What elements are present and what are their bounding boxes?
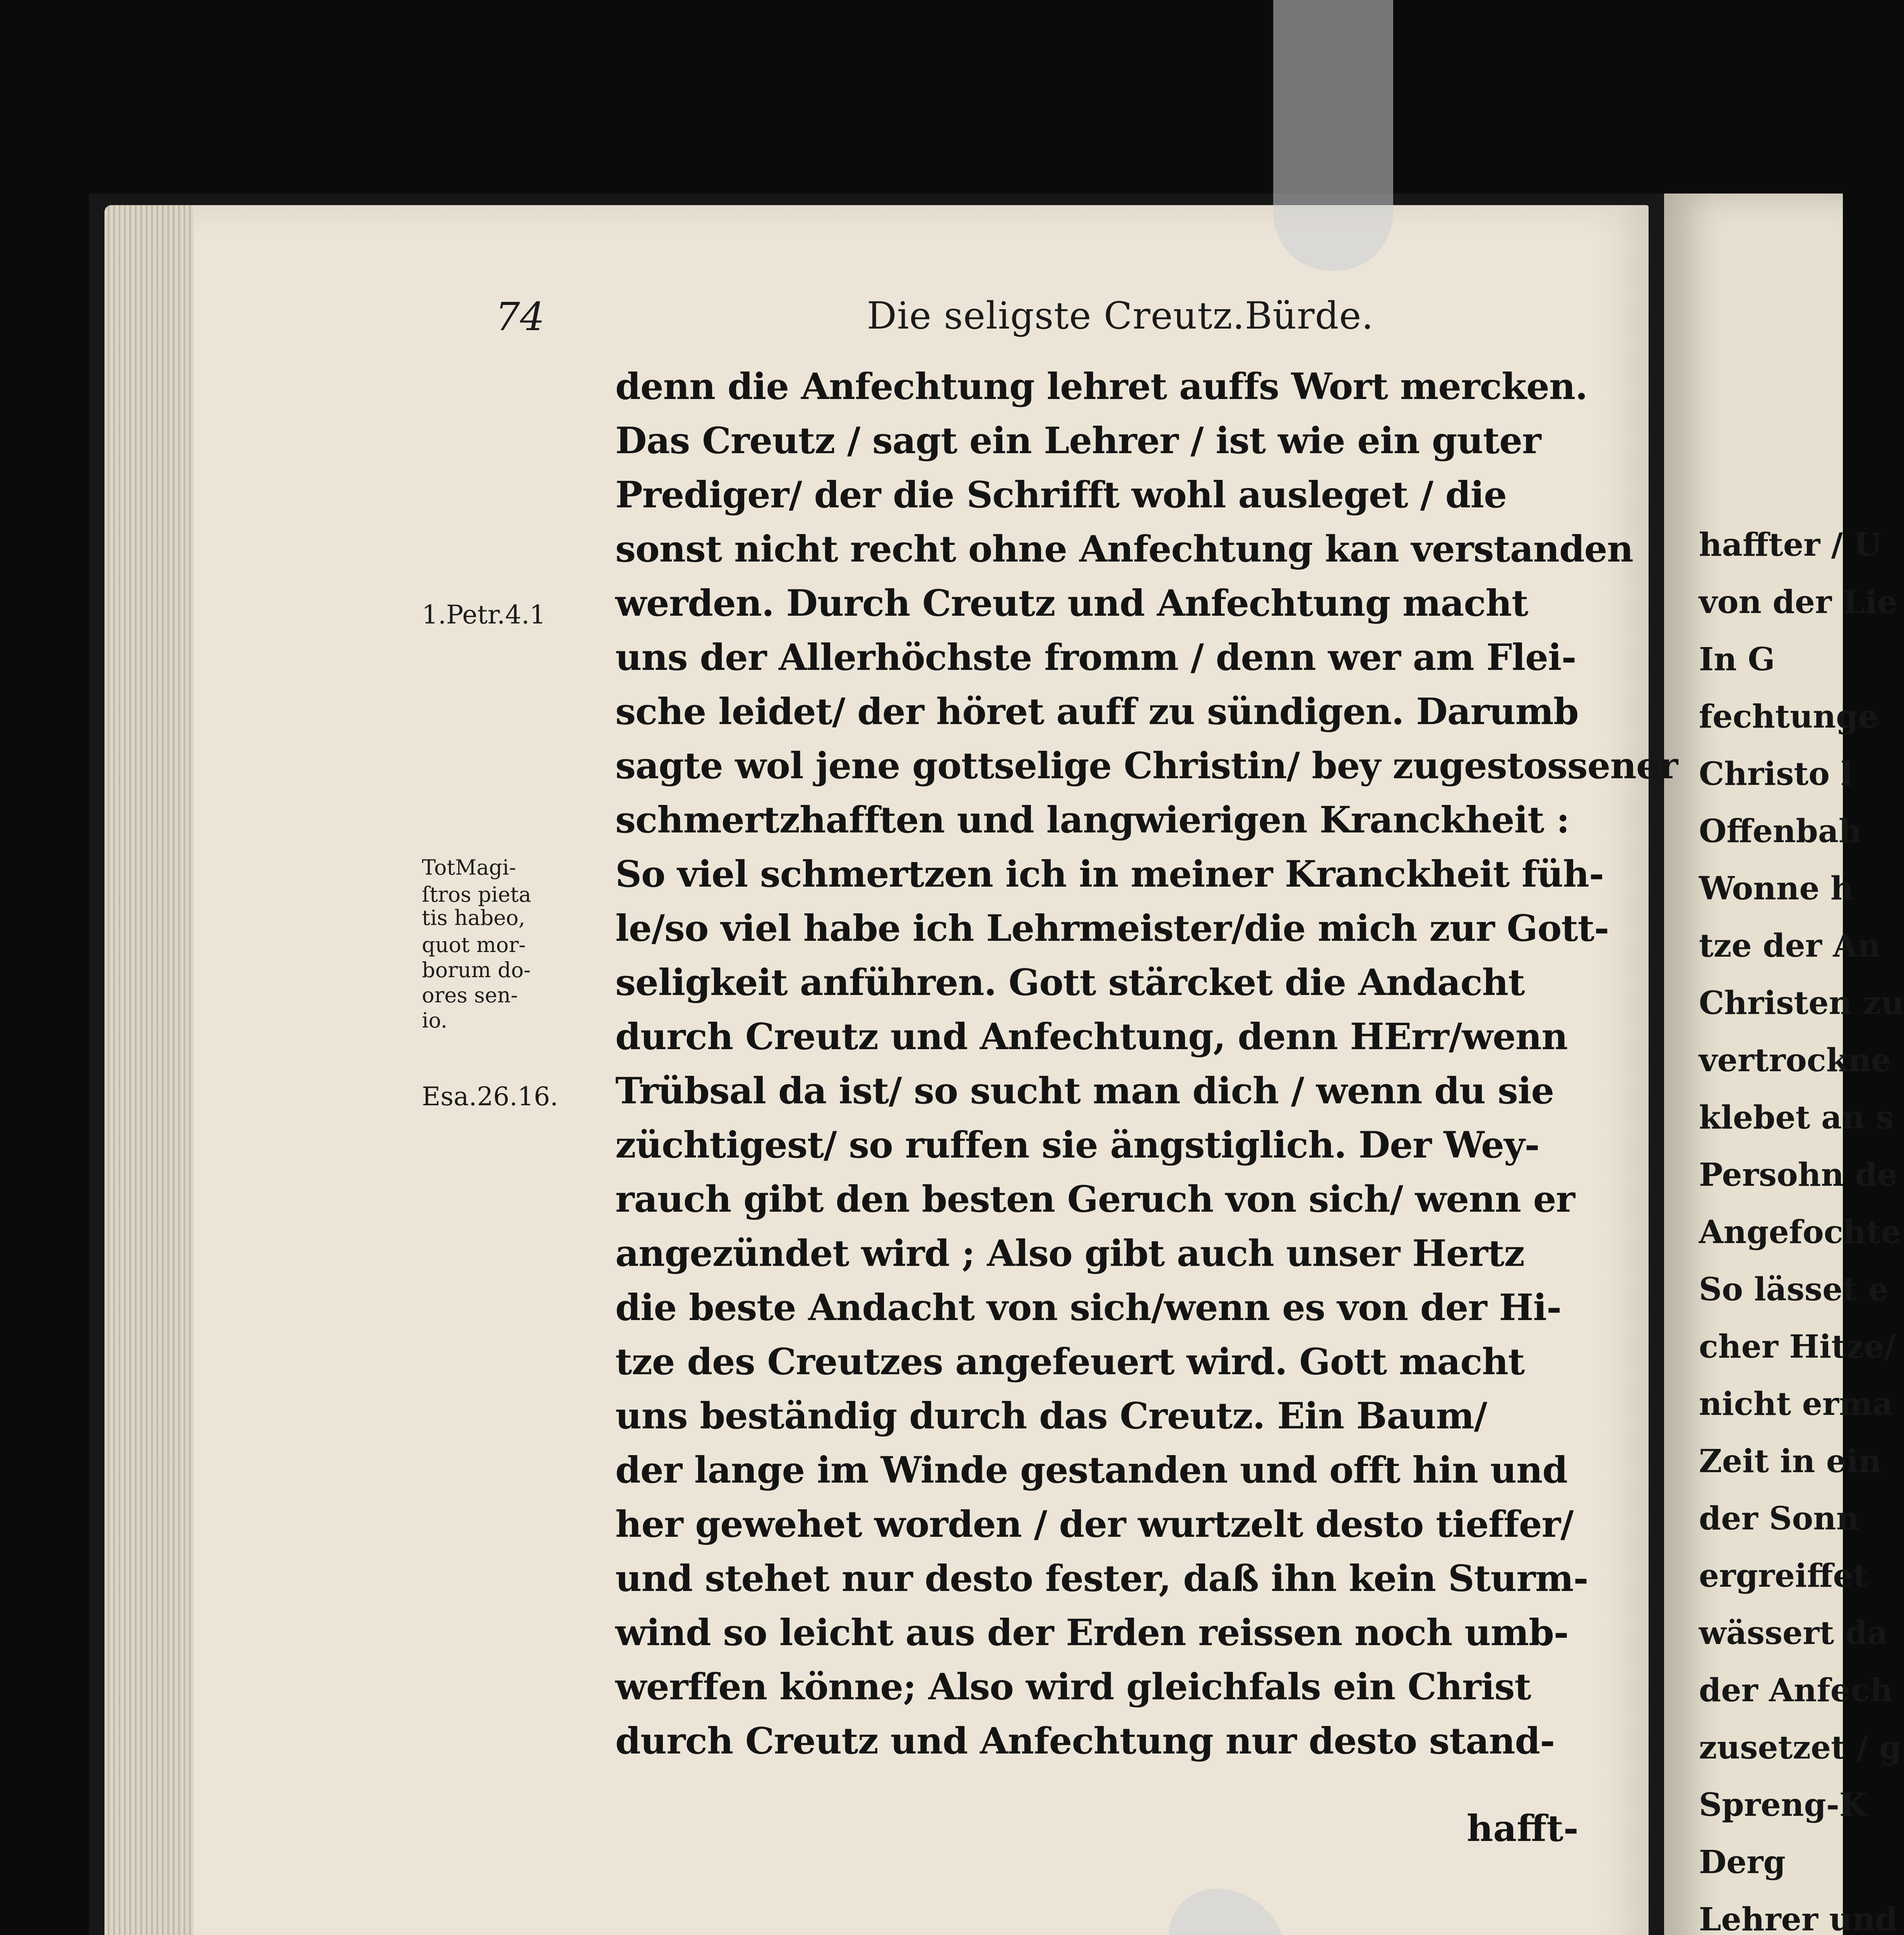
text-line: rauch gibt den besten Geruch von sich/ wenn er (615, 1178, 1575, 1221)
right-page-line: vertrockne (1699, 1042, 1892, 1079)
right-page-line: Spreng-K (1699, 1786, 1867, 1824)
right-page-line: nicht erma (1699, 1385, 1894, 1423)
margin-quote-line: quot mor- (422, 933, 526, 957)
right-page-line: haffter / U (1699, 526, 1882, 563)
running-title: Die seligste Creutz.Bürde. (867, 294, 1374, 337)
text-line: wind so leicht aus der Erden reissen noch umb- (615, 1611, 1568, 1654)
right-page-line: Persohn de (1699, 1156, 1897, 1194)
right-page-line: So lässet e (1699, 1271, 1889, 1308)
text-line: seligkeit anführen. Gott stärcket die Andacht (615, 961, 1525, 1004)
scripture-reference: Esa.26.16. (422, 1082, 558, 1111)
right-page-line: Zeit in ein (1699, 1443, 1882, 1480)
text-line: sche leidet/ der höret auff zu sündigen. Darumb (615, 690, 1579, 733)
margin-quote-line: ſtros pieta (422, 882, 531, 907)
right-page-line: wässert da (1699, 1615, 1888, 1652)
right-page-line: fechtunge (1699, 698, 1878, 735)
page-number: 74 (495, 294, 545, 339)
right-page-line: zusetzet / g (1699, 1729, 1902, 1766)
right-page-line: der Anfech (1699, 1672, 1893, 1709)
margin-quote-line: ores sen- (422, 983, 518, 1007)
right-page-line: cher Hitze/ (1699, 1328, 1896, 1365)
text-line: züchtigest/ so ruffen sie ängstiglich. Der Wey- (615, 1124, 1539, 1166)
text-line: Trübsal da ist/ so sucht man dich / wenn du sie (615, 1070, 1554, 1112)
margin-quote-line: io. (422, 1008, 447, 1033)
right-page-line: Lehrer und (1699, 1901, 1898, 1935)
right-page-line: Offenbah (1699, 813, 1862, 850)
right-page-line: Derg (1699, 1844, 1786, 1881)
margin-quote-line: borum do- (422, 958, 531, 982)
scripture-reference: 1.Petr.4.1 (422, 600, 546, 630)
text-line: Das Creutz / sagt ein Lehrer / ist wie ein guter (615, 420, 1541, 462)
page-header (495, 294, 1540, 348)
text-line: durch Creutz und Anfechtung, denn HErr/wenn (615, 1015, 1568, 1058)
text-line: So viel schmertzen ich in meiner Kranckheit füh- (615, 853, 1604, 896)
right-page-line: tze der An (1699, 927, 1881, 964)
right-page-line: Christo l (1699, 755, 1853, 793)
catchword: hafft- (1467, 1807, 1579, 1850)
text-line: Prediger/ der die Schrifft wohl ausleget / die (615, 474, 1507, 516)
text-line: uns der Allerhöchste fromm / denn wer am Flei- (615, 636, 1576, 679)
text-line: der lange im Winde gestanden und offt hin und (615, 1449, 1568, 1491)
right-page (1664, 194, 1904, 1935)
right-page-line: Christen zu (1699, 985, 1904, 1022)
text-line: durch Creutz und Anfechtung nur desto stand- (615, 1720, 1555, 1762)
page-clip-top (1273, 0, 1393, 271)
right-page-line: von der Lie (1699, 584, 1897, 621)
text-line: uns beständig durch das Creutz. Ein Baum/ (615, 1395, 1487, 1437)
text-line: und stehet nur desto fester, daß ihn kein Sturm- (615, 1557, 1588, 1600)
text-line: schmertzhafften und langwierigen Kranckheit : (615, 799, 1570, 841)
right-page-line: der Sonn (1699, 1500, 1859, 1537)
text-line: angezündet wird ; Also gibt auch unser Hertz (615, 1232, 1525, 1275)
margin-quote-line: tis habeo, (422, 906, 526, 930)
text-line: denn die Anfechtung lehret auffs Wort mercken. (615, 365, 1587, 408)
right-page-line: klebet an s (1699, 1099, 1894, 1136)
text-line: werden. Durch Creutz und Anfechtung macht (615, 582, 1528, 625)
text-line: sonst nicht recht ohne Anfechtung kan verstanden (615, 528, 1633, 570)
text-line: le/so viel habe ich Lehrmeister/die mich zur Gott- (615, 907, 1609, 950)
right-page-line: Angefochte (1699, 1214, 1901, 1251)
right-page-line: Wonne h (1699, 870, 1854, 907)
margin-quote-line: TotMagi- (422, 855, 516, 880)
text-line: werffen könne; Also wird gleichfals ein Christ (615, 1666, 1531, 1708)
right-page-line: ergreiffet (1699, 1557, 1868, 1594)
text-line: sagte wol jene gottselige Christin/ bey zugestossener (615, 745, 1678, 787)
text-line: die beste Andacht von sich/wenn es von der Hi- (615, 1286, 1562, 1329)
right-page-line: In G (1699, 641, 1775, 678)
text-line: her gewehet worden / der wurtzelt desto tieffer/ (615, 1503, 1574, 1546)
text-line: tze des Creutzes angefeuert wird. Gott macht (615, 1341, 1525, 1383)
